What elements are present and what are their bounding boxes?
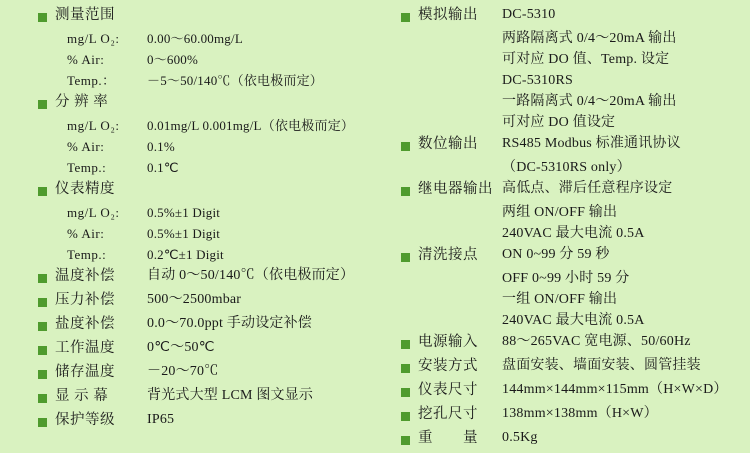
- spec-row: [38, 227, 369, 247]
- spec-column-right: [375, 7, 750, 446]
- bullet-spacer-icon: [401, 277, 410, 286]
- spec-row: [401, 137, 744, 159]
- spec-label: Temp.：: [67, 73, 116, 88]
- spec-row: [401, 8, 744, 30]
- spec-value: 一组 ON/OFF 输出: [502, 292, 618, 307]
- spec-label: 安装方式: [418, 358, 478, 374]
- bullet-icon: [401, 388, 410, 397]
- spec-row: [401, 335, 744, 357]
- spec-row: [38, 341, 369, 363]
- spec-value: （DC-5310RS only）: [502, 160, 631, 175]
- spec-row: [38, 413, 369, 435]
- spec-row: [401, 206, 744, 226]
- bullet-icon: [38, 394, 47, 403]
- spec-label: 盐度补偿: [55, 316, 115, 332]
- spec-row: [401, 272, 744, 292]
- bullet-icon: [401, 364, 410, 373]
- bullet-spacer-icon: [38, 124, 47, 133]
- spec-value: 144mm×144mm×115mm（H×W×D）: [502, 382, 728, 397]
- bullet-icon: [38, 274, 47, 283]
- bullet-spacer-icon: [38, 211, 47, 220]
- spec-value: 高低点、滞后任意程序设定: [502, 181, 673, 196]
- spec-row: [38, 53, 369, 73]
- spec-row: [38, 293, 369, 315]
- spec-label: Temp.:: [67, 247, 107, 262]
- bullet-icon: [38, 100, 47, 109]
- spec-row: [401, 116, 744, 136]
- spec-value: OFF 0~99 小时 59 分: [502, 271, 630, 286]
- spec-row: [401, 32, 744, 52]
- bullet-spacer-icon: [401, 319, 410, 328]
- spec-label: 工作温度: [55, 340, 115, 356]
- bullet-spacer-icon: [401, 298, 410, 307]
- bullet-spacer-icon: [401, 79, 410, 88]
- bullet-icon: [38, 13, 47, 22]
- spec-row: [401, 227, 744, 247]
- spec-label: % Air:: [67, 52, 105, 67]
- bullet-icon: [38, 322, 47, 331]
- spec-label: mg/L O₂:: [67, 205, 120, 220]
- spec-label: Temp.:: [67, 160, 107, 175]
- spec-label: 继电器输出: [418, 181, 493, 197]
- spec-value: 一路隔离式 0/4～20mA 输出: [502, 94, 677, 109]
- spec-row: [38, 365, 369, 387]
- spec-row: [38, 389, 369, 411]
- spec-value: 0.00～60.00mg/L: [147, 31, 243, 46]
- bullet-icon: [38, 370, 47, 379]
- spec-value: －20～70℃: [147, 364, 219, 379]
- spec-label: % Air:: [67, 226, 105, 241]
- spec-value: －5～50/140℃（依电极而定）: [147, 73, 324, 88]
- bullet-icon: [401, 412, 410, 421]
- bullet-spacer-icon: [38, 37, 47, 46]
- bullet-spacer-icon: [38, 58, 47, 67]
- spec-value: 0.5Kg: [502, 430, 538, 445]
- spec-label: 重 量: [418, 430, 478, 446]
- spec-label: 挖孔尺寸: [418, 406, 478, 422]
- spec-value: 背光式大型 LCM 图文显示: [147, 388, 314, 403]
- spec-row: [38, 269, 369, 291]
- spec-row: [401, 383, 744, 405]
- spec-row: [38, 182, 369, 204]
- spec-row: [38, 32, 369, 52]
- spec-label: 模拟输出: [418, 7, 478, 23]
- bullet-icon: [38, 418, 47, 427]
- spec-row: [38, 95, 369, 117]
- spec-value: 自动 0～50/140℃（依电极而定）: [147, 268, 355, 283]
- spec-value: 0.1℃: [147, 160, 179, 175]
- spec-value: ON 0~99 分 59 秒: [502, 247, 610, 262]
- spec-label: 保护等级: [55, 412, 115, 428]
- bullet-spacer-icon: [401, 232, 410, 241]
- spec-value: 240VAC 最大电流 0.5A: [502, 313, 645, 328]
- bullet-icon: [401, 253, 410, 262]
- spec-row: [401, 182, 744, 204]
- spec-value: 240VAC 最大电流 0.5A: [502, 226, 645, 241]
- spec-label: 清洗接点: [418, 247, 478, 263]
- spec-row: [401, 359, 744, 381]
- spec-value: DC-5310RS: [502, 73, 574, 88]
- spec-row: [38, 248, 369, 268]
- spec-column-left: [0, 8, 375, 434]
- bullet-spacer-icon: [38, 232, 47, 241]
- bullet-icon: [401, 436, 410, 445]
- spec-label: 仪表精度: [55, 181, 115, 197]
- bullet-spacer-icon: [401, 211, 410, 220]
- spec-label: 储存温度: [55, 364, 115, 380]
- spec-row: [38, 140, 369, 160]
- bullet-spacer-icon: [38, 145, 47, 154]
- spec-row: [401, 53, 744, 73]
- spec-label: 电源输入: [418, 334, 478, 350]
- spec-row: [38, 161, 369, 181]
- spec-label: 温度补偿: [55, 268, 115, 284]
- bullet-spacer-icon: [38, 166, 47, 175]
- bullet-spacer-icon: [401, 121, 410, 130]
- spec-value: 0～600%: [147, 52, 199, 67]
- spec-value: 0℃～50℃: [147, 340, 215, 355]
- bullet-icon: [401, 13, 410, 22]
- spec-row: [401, 74, 744, 94]
- spec-row: [401, 431, 744, 453]
- bullet-spacer-icon: [401, 58, 410, 67]
- spec-row: [38, 8, 369, 30]
- spec-value: 0.5%±1 Digit: [147, 205, 221, 220]
- bullet-icon: [401, 187, 410, 196]
- spec-label: 仪表尺寸: [418, 382, 478, 398]
- spec-row: [38, 119, 369, 139]
- spec-row: [38, 206, 369, 226]
- bullet-icon: [38, 187, 47, 196]
- bullet-spacer-icon: [38, 253, 47, 262]
- spec-label: 压力补偿: [55, 292, 115, 308]
- spec-value: 两组 ON/OFF 输出: [502, 205, 618, 220]
- spec-value: 盘面安装、墙面安装、圆管挂装: [502, 358, 701, 373]
- bullet-spacer-icon: [401, 100, 410, 109]
- spec-row: [401, 407, 744, 429]
- spec-value: 0.1%: [147, 139, 175, 154]
- spec-label: 显 示 幕: [55, 388, 109, 404]
- bullet-icon: [401, 340, 410, 349]
- spec-value: 138mm×138mm（H×W）: [502, 406, 658, 421]
- spec-row: [401, 314, 744, 334]
- spec-label: 分 辨 率: [55, 94, 109, 110]
- spec-value: IP65: [147, 412, 175, 427]
- spec-value: 可对应 DO 值、Temp. 设定: [502, 52, 670, 67]
- spec-value: 0.5%±1 Digit: [147, 226, 221, 241]
- spec-label: % Air:: [67, 139, 105, 154]
- spec-value: 88～265VAC 宽电源、50/60Hz: [502, 334, 691, 349]
- bullet-icon: [401, 142, 410, 151]
- spec-row: [401, 95, 744, 115]
- spec-label: mg/L O₂:: [67, 118, 120, 133]
- spec-row: [401, 293, 744, 313]
- spec-row: [38, 317, 369, 339]
- bullet-icon: [38, 298, 47, 307]
- spec-value: DC-5310: [502, 7, 556, 22]
- spec-value: 0.01mg/L 0.001mg/L（依电极而定）: [147, 118, 355, 133]
- bullet-spacer-icon: [401, 166, 410, 175]
- spec-value: 可对应 DO 值设定: [502, 115, 616, 130]
- spec-row: [401, 248, 744, 270]
- spec-value: 两路隔离式 0/4～20mA 输出: [502, 31, 677, 46]
- spec-value: RS485 Modbus 标准通讯协议: [502, 136, 681, 151]
- spec-label: mg/L O₂:: [67, 31, 120, 46]
- spec-value: 500～2500mbar: [147, 292, 242, 307]
- bullet-icon: [38, 346, 47, 355]
- bullet-spacer-icon: [38, 79, 47, 88]
- spec-value: 0.0～70.0ppt 手动设定补偿: [147, 316, 312, 331]
- spec-label: 数位输出: [418, 136, 478, 152]
- bullet-spacer-icon: [401, 37, 410, 46]
- spec-label: 测量范围: [55, 7, 115, 23]
- spec-row: [38, 74, 369, 94]
- spec-row: [401, 161, 744, 181]
- spec-value: 0.2℃±1 Digit: [147, 247, 224, 262]
